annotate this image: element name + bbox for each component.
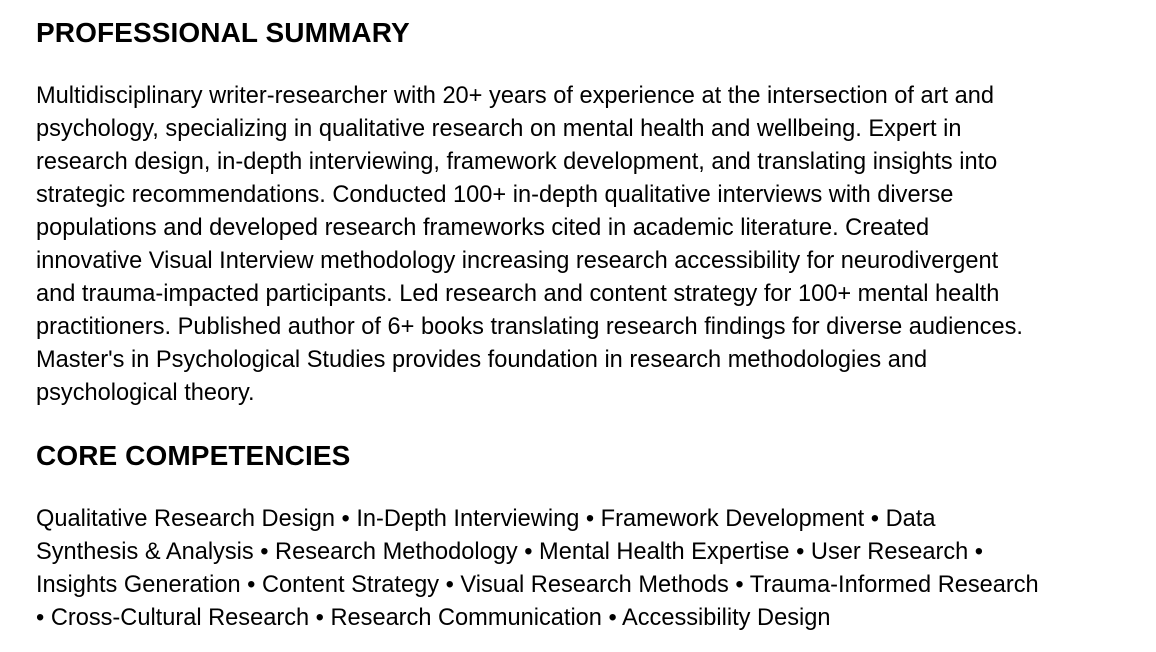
summary-line: populations and developed research frameworks cited in academic literature. Created [36,215,930,241]
summary-line: strategic recommendations. Conducted 100+ in-depth qualitative interviews with diverse [36,182,954,208]
core-competencies-heading: CORE COMPETENCIES [36,440,351,471]
summary-line: Master's in Psychological Studies provides foundation in research methodologies and [36,347,928,373]
core-competencies-text [36,503,1039,635]
summary-line: research design, in-depth interviewing, framework development, and translating insights into [36,149,998,175]
summary-line: psychology, specializing in qualitative research on mental health and wellbeing. Expert in [36,116,962,142]
summary-line: psychological theory. [36,380,255,406]
summary-line: innovative Visual Interview methodology increasing research accessibility for neurodivergent [36,248,999,274]
summary-line: practitioners. Published author of 6+ books translating research findings for diverse audiences. [36,314,1023,340]
competencies-line: Synthesis & Analysis • Research Methodology • Mental Health Expertise • User Research • [36,539,984,565]
competencies-line: • Cross-Cultural Research • Research Communication • Accessibility Design [36,605,831,631]
competencies-line: Insights Generation • Content Strategy • Visual Research Methods • Trauma-Informed Research [36,572,1039,598]
professional-summary-heading: PROFESSIONAL SUMMARY [36,17,410,48]
professional-summary-text [36,80,1023,410]
summary-line: Multidisciplinary writer-researcher with 20+ years of experience at the intersection of art and [36,83,994,109]
competencies-line: Qualitative Research Design • In-Depth Interviewing • Framework Development • Data [36,506,936,532]
summary-line: and trauma-impacted participants. Led research and content strategy for 100+ mental health [36,281,1000,307]
